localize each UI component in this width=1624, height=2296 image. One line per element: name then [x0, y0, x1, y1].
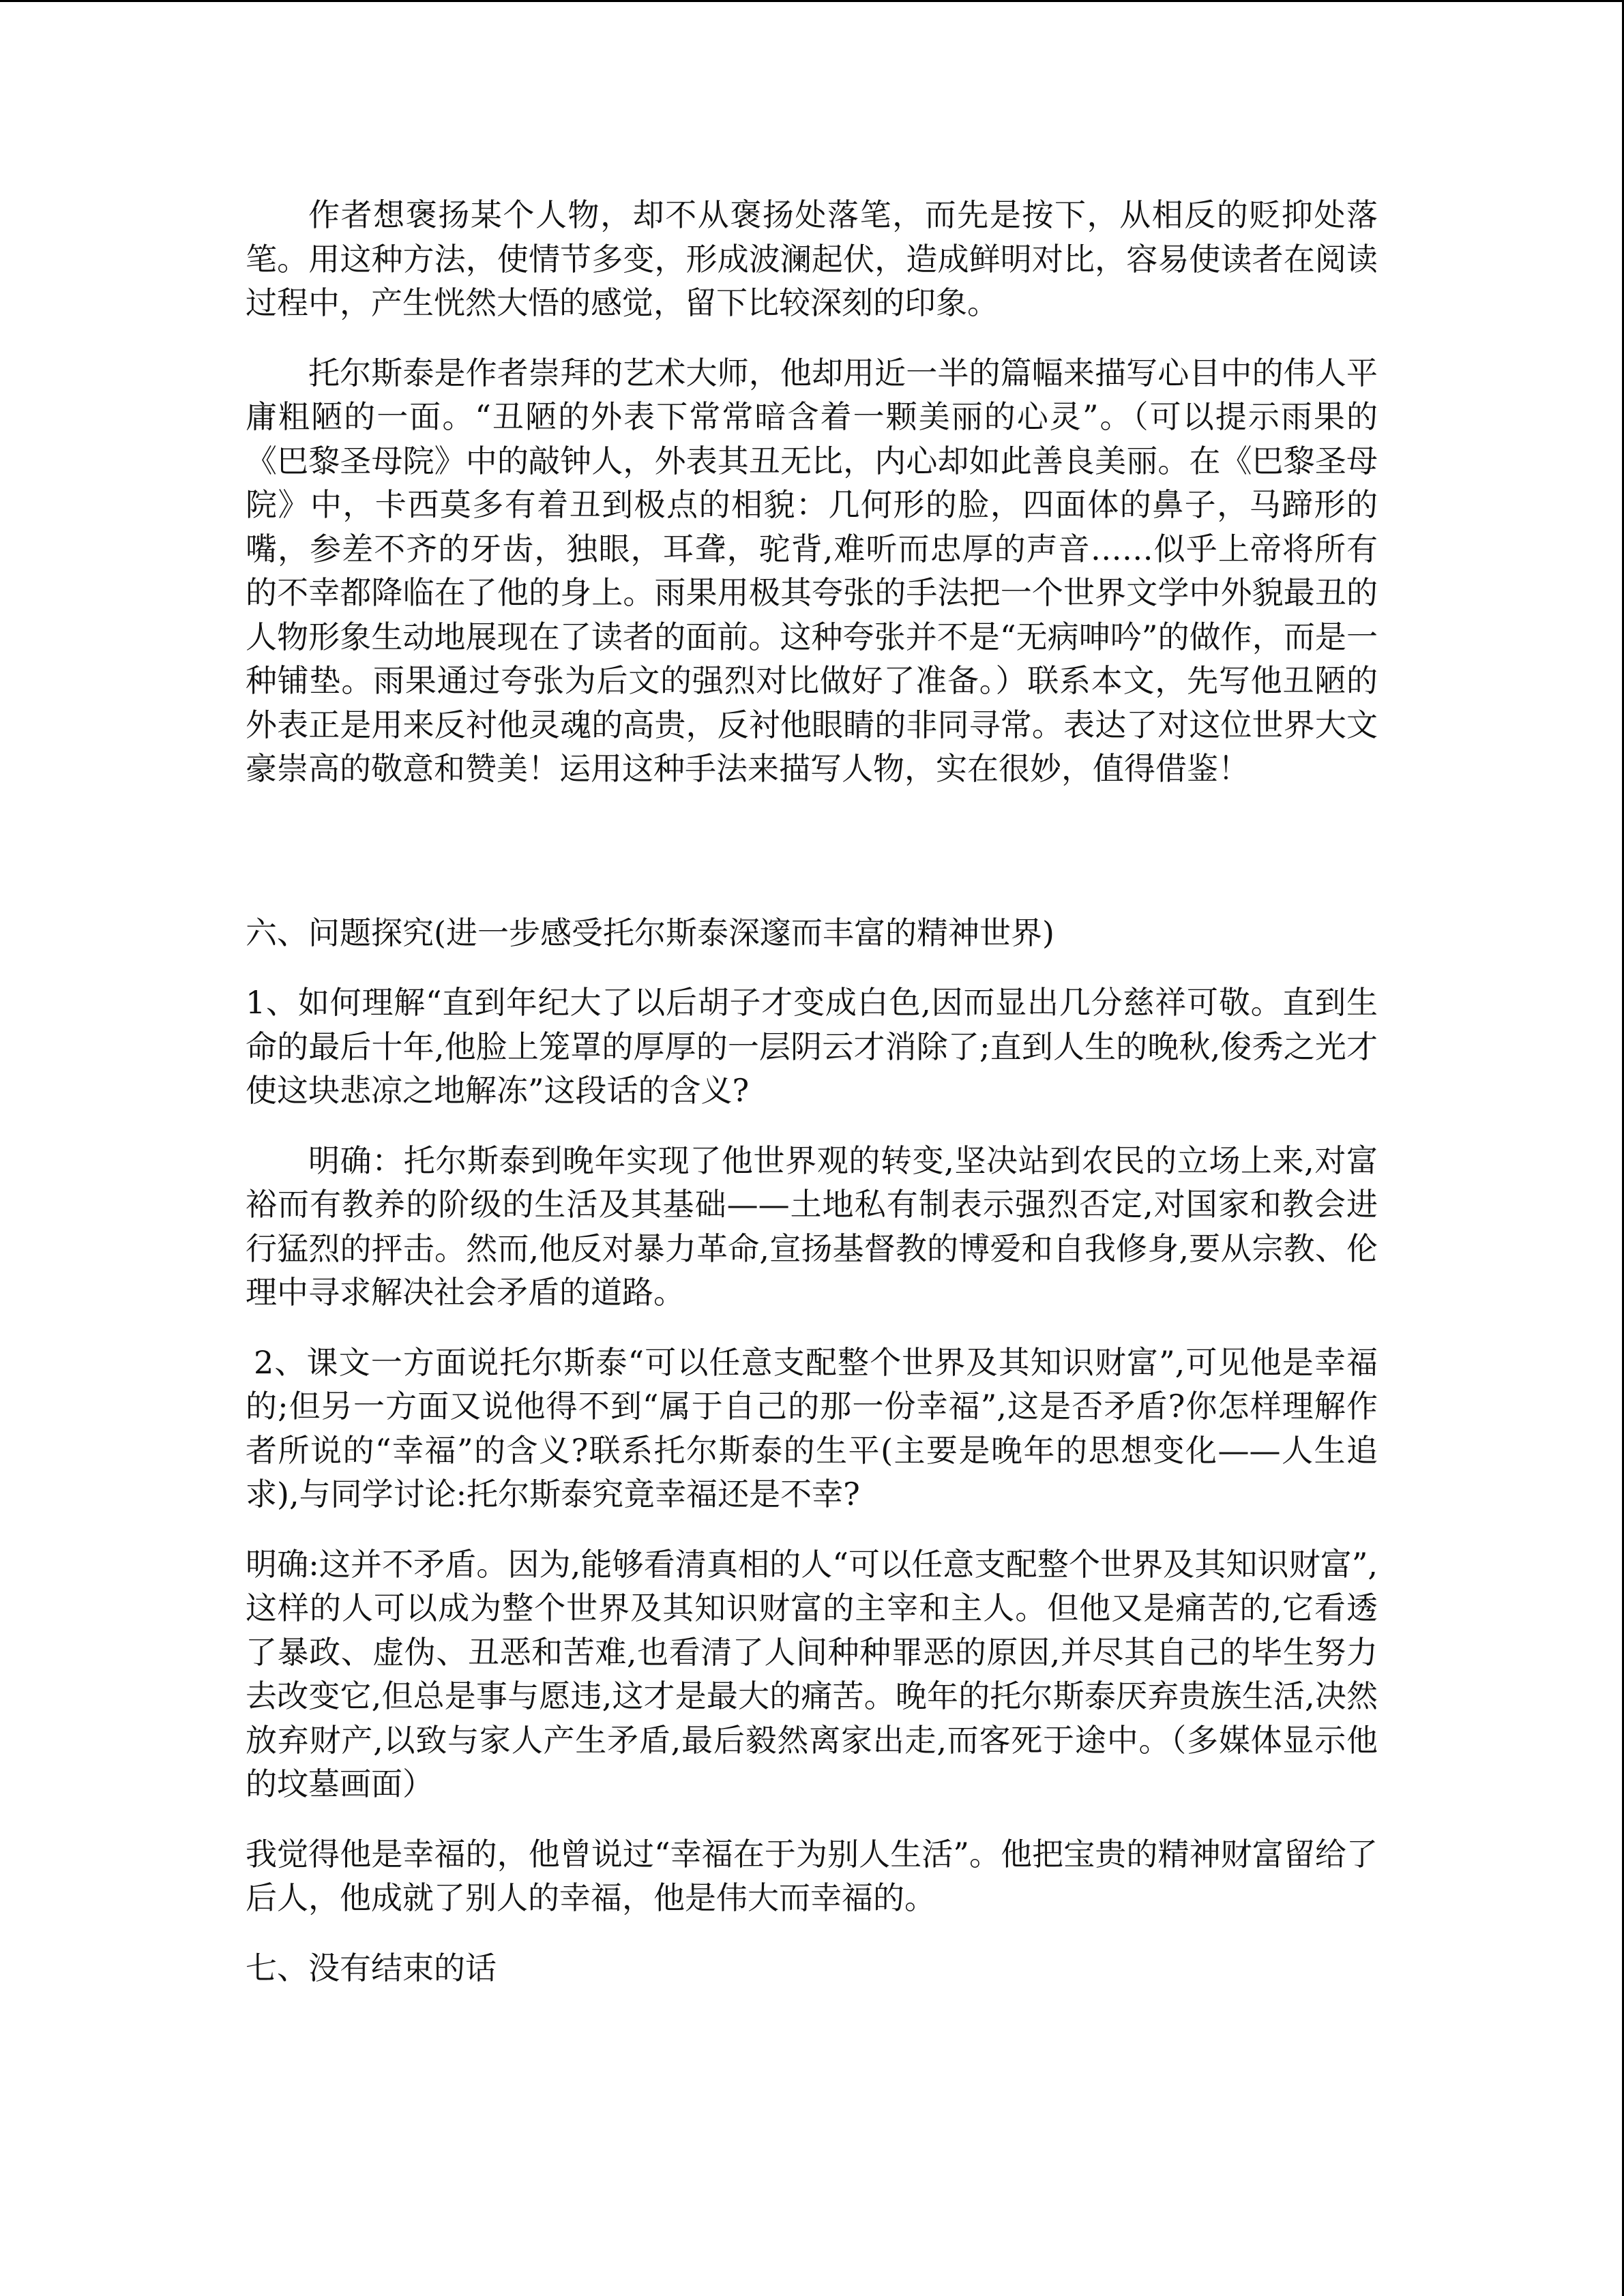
paragraph-tolstoy-appearance: 托尔斯泰是作者崇拜的艺术大师，他却用近一半的篇幅来描写心目中的伟人平庸粗陋的一面。“丑陋的外表下常常暗含着一颗美丽的心灵”。（可以提示雨果的《巴黎圣母院》中的敲钟人，外表其丑无比，内心却如此善良美丽。在《巴黎圣母院》中，卡西莫多有着丑到极点的相貌：几何形的脸，四面体的鼻子，马蹄形的嘴，参差不齐的牙齿，独眼，耳聋，驼背,难听而忠厚的声音……似乎上帝将所有的不幸都降临在了他的身上。雨果用极其夸张的手法把一个世界文学中外貌最丑的人物形象生动地展现在了读者的面前。这种夸张并不是“无病呻吟”的做作，而是一种铺垫。雨果通过夸张为后文的强烈对比做好了准备。）联系本文，先写他丑陋的外表正是用来反衬他灵魂的高贵，反衬他眼睛的非同寻常。表达了对这位世界大文豪崇高的敬意和赞美！运用这种手法来描写人物，实在很妙，值得借鉴！: [246, 354, 1378, 787]
question-2: 2、课文一方面说托尔斯泰“可以任意支配整个世界及其知识财富”,可见他是幸福的;但另一方面又说他得不到“属于自己的那一份幸福”,这是否矛盾?你怎样理解作者所说的“幸福”的含义?联系托尔斯泰的生平(主要是晚年的思想变化——人生追求),与同学讨论:托尔斯泰究竟幸福还是不幸?: [246, 1343, 1378, 1512]
answer-1: 明确：托尔斯泰到晚年实现了他世界观的转变,坚决站到农民的立场上来,对富裕而有教养的阶级的生活及其基础——土地私有制表示强烈否定,对国家和教会进行猛烈的抨击。然而,他反对暴力革命,宣扬基督教的博爱和自我修身,要从宗教、伦理中寻求解决社会矛盾的道路。: [246, 1142, 1378, 1311]
section-heading-6: 六、问题探究(进一步感受托尔斯泰深邃而丰富的精神世界): [246, 914, 1054, 951]
personal-opinion: 我觉得他是幸福的，他曾说过“幸福在于为别人生活”。他把宝贵的精神财富留给了后人，他成就了别人的幸福，他是伟大而幸福的。: [246, 1835, 1378, 1916]
section-heading-7: 七、没有结束的话: [246, 1949, 497, 1986]
paragraph-technique: 作者想褒扬某个人物，却不从褒扬处落笔，而先是按下，从相反的贬抑处落笔。用这种方法，使情节多变，形成波澜起伏，造成鲜明对比，容易使读者在阅读过程中，产生恍然大悟的感觉，留下比较深刻的印象。: [246, 196, 1378, 321]
question-1: 1、如何理解“直到年纪大了以后胡子才变成白色,因而显出几分慈祥可敬。直到生命的最后十年,他脸上笼罩的厚厚的一层阴云才消除了;直到人生的晚秋,俊秀之光才使这块悲凉之地解冻”这段话的含义?: [246, 984, 1378, 1109]
answer-2: 明确:这并不矛盾。因为,能够看清真相的人“可以任意支配整个世界及其知识财富”,这样的人可以成为整个世界及其知识财富的主宰和主人。但他又是痛苦的,它看透了暴政、虚伪、丑恶和苦难,也看清了人间种种罪恶的原因,并尽其自己的毕生努力去改变它,但总是事与愿违,这才是最大的痛苦。晚年的托尔斯泰厌弃贵族生活,决然放弃财产,以致与家人产生矛盾,最后毅然离家出走,而客死于途中。（多媒体显示他的坟墓画面）: [246, 1545, 1378, 1802]
section-spacer: [246, 817, 1378, 911]
document-body: [246, 193, 1378, 2016]
